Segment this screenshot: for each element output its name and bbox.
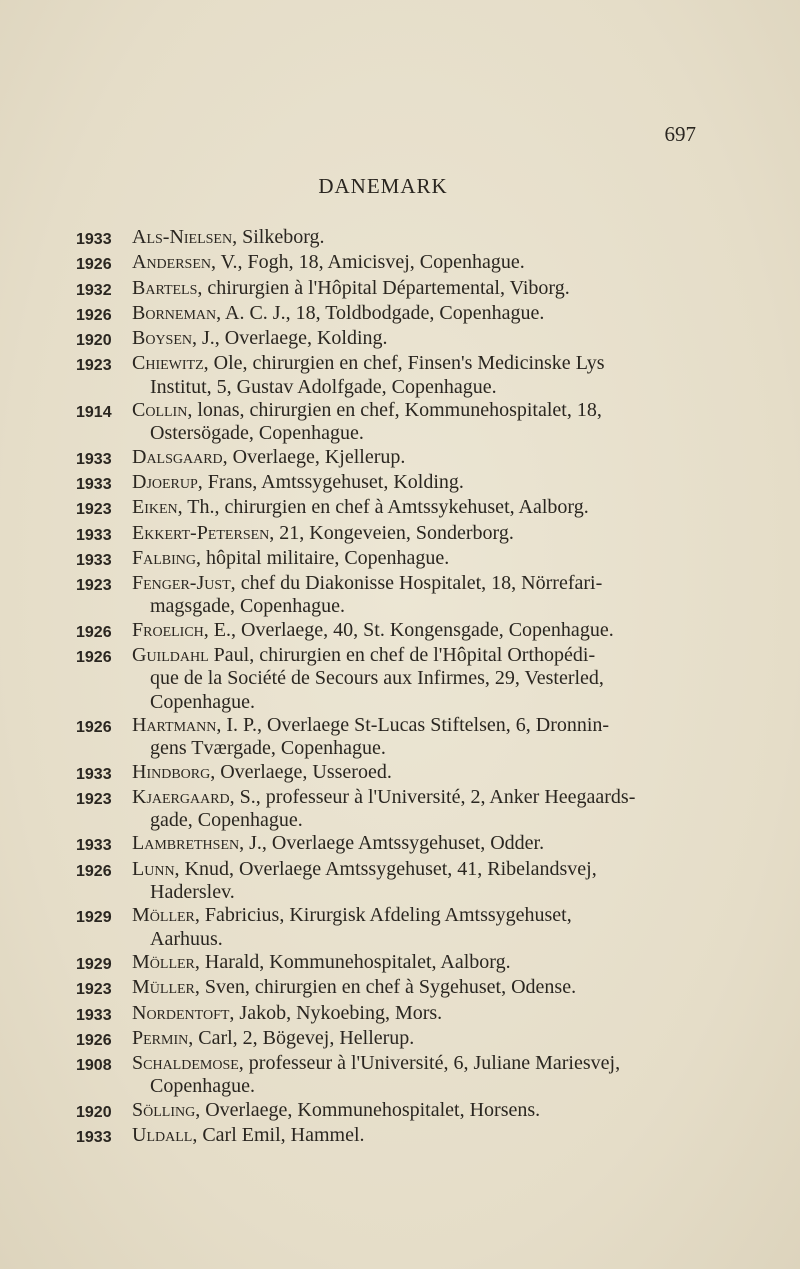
entry-name: Bartels,: [132, 276, 203, 299]
entry-year: 1933: [76, 231, 112, 248]
entry-text: [132, 522, 716, 545]
entry-first-line: [132, 399, 716, 422]
entry-first-line: [132, 522, 716, 545]
entry-detail: Sven, chirurgien en chef à Sygehuset, Odense.: [199, 976, 577, 999]
entry-detail: chef du Diakonisse Hospitalet, 18, Nörrefari-: [235, 572, 603, 595]
entry-detail: Harald, Kommunehospitalet, Aalborg.: [199, 950, 511, 973]
entry-text: [132, 1124, 716, 1147]
entry-detail: gens Tværgade, Copenhague.: [150, 737, 386, 760]
entry-year: 1933: [76, 837, 112, 855]
list-item: [76, 226, 716, 251]
entry-name: Uldall,: [132, 1123, 198, 1146]
list-item: [76, 976, 716, 1001]
entry-year: 1933: [76, 1128, 112, 1146]
entry-detail: A. C. J., 18, Toldbodgade, Copenhague.: [221, 301, 545, 324]
entry-detail: chirurgien à l'Hôpital Départemental, Viborg.: [202, 276, 570, 299]
entry-detail: Knud, Overlaege Amtssygehuset, 41, Ribelandsvej,: [179, 857, 597, 880]
entry-detail: Overlaege, Kommunehospitalet, Horsens.: [200, 1098, 541, 1121]
entry-detail: gade, Copenhague.: [150, 809, 303, 832]
entry-year: 1926: [76, 718, 112, 736]
list-item: [76, 714, 716, 761]
entry-first-line: [132, 786, 716, 809]
entry-text: [132, 976, 716, 999]
entry-detail: S., professeur à l'Université, 2, Anker Heegaards-: [234, 785, 636, 808]
list-item: [76, 277, 716, 302]
entry-detail: Copenhague.: [150, 690, 255, 713]
entry-detail: Fabricius, Kirurgisk Afdeling Amtssygehuset,: [199, 904, 572, 927]
list-item: [76, 761, 716, 786]
list-item: [76, 446, 716, 471]
entry-continuation-line: [132, 1075, 716, 1098]
entry-year: 1926: [76, 623, 112, 641]
entry-year: 1933: [76, 450, 112, 468]
entry-detail: Haderslev.: [150, 881, 235, 904]
entry-detail: que de la Société de Secours aux Infirmes, 29, Vesterled,: [150, 667, 604, 690]
entry-detail: professeur à l'Université, 6, Juliane Mariesvej,: [243, 1052, 621, 1075]
entry-year: 1923: [76, 357, 112, 375]
entry-first-line: [132, 251, 716, 274]
entry-year: 1933: [76, 551, 112, 569]
entry-detail: V., Fogh, 18, Amicisvej, Copenhague.: [216, 251, 525, 274]
entry-year: 1914: [76, 404, 112, 422]
entry-year: 1923: [76, 981, 112, 999]
entry-text: [132, 1099, 716, 1122]
entry-name: Boysen,: [132, 327, 198, 350]
entry-text: [132, 644, 716, 714]
entry-first-line: [132, 572, 716, 595]
entry-name: Sölling,: [132, 1098, 201, 1121]
list-item: [76, 302, 716, 327]
entry-continuation-line: [132, 422, 716, 445]
entry-name: Eiken,: [132, 496, 183, 519]
entry-first-line: [132, 1099, 716, 1122]
entry-first-line: [132, 619, 716, 642]
entry-name: Schaldemose,: [132, 1052, 244, 1075]
entry-detail: Silkeborg.: [237, 226, 325, 248]
entry-name: Möller,: [132, 904, 200, 927]
entry-name: Hartmann,: [132, 713, 222, 736]
entry-first-line: [132, 302, 716, 325]
list-item: [76, 1002, 716, 1027]
entry-detail: hôpital militaire, Copenhague.: [201, 546, 450, 569]
entry-first-line: [132, 547, 716, 570]
list-item: [76, 832, 716, 857]
entry-year: 1926: [76, 862, 112, 880]
entry-first-line: [132, 352, 716, 375]
entry-name: Collin,: [132, 399, 193, 422]
list-item: [76, 1099, 716, 1124]
entry-first-line: [132, 761, 716, 784]
entry-continuation-line: [132, 928, 716, 951]
entry-name: Möller,: [132, 950, 200, 973]
entry-text: [132, 572, 716, 619]
entry-name: Falbing,: [132, 546, 202, 569]
entry-name: Ekkert-Petersen,: [132, 521, 275, 544]
entry-year: 1926: [76, 306, 112, 324]
list-item: [76, 572, 716, 619]
list-item: [76, 496, 716, 521]
list-item: [76, 1052, 716, 1099]
entry-first-line: [132, 327, 716, 350]
entry-year: 1923: [76, 790, 112, 808]
entry-text: [132, 226, 716, 249]
entry-detail: Frans, Amtssygehuset, Kolding.: [202, 470, 464, 493]
entry-first-line: [132, 277, 716, 300]
entry-text: [132, 714, 716, 761]
page-number: 697: [664, 122, 696, 146]
entry-first-line: [132, 904, 716, 927]
entry-name: Als-Nielsen,: [132, 226, 238, 248]
entry-detail: J., Overlaege Amtssygehuset, Odder.: [244, 832, 545, 855]
entry-first-line: [132, 1124, 716, 1147]
entry-first-line: [132, 714, 716, 737]
entry-year: 1923: [76, 577, 112, 595]
entry-name: Djoerup,: [132, 470, 203, 493]
entry-first-line: [132, 858, 716, 881]
entry-detail: Ole, chirurgien en chef, Finsen's Medicinske Lys: [208, 352, 605, 375]
entry-name: Permin,: [132, 1026, 194, 1049]
entry-first-line: [132, 832, 716, 855]
entry-year: 1920: [76, 1103, 112, 1121]
entry-text: [132, 1027, 716, 1050]
entry-year: 1920: [76, 332, 112, 350]
entry-text: [132, 904, 716, 951]
entry-year: 1908: [76, 1057, 112, 1075]
entry-text: [132, 786, 716, 833]
entry-year: 1929: [76, 955, 112, 973]
entry-continuation-line: [132, 737, 716, 760]
entry-text: [132, 399, 716, 446]
entry-text: [132, 352, 716, 399]
list-item: [76, 1124, 716, 1149]
section-heading: DANEMARK: [318, 174, 448, 198]
entry-text: [132, 471, 716, 494]
entry-text: [132, 327, 716, 350]
entry-detail: magsgade, Copenhague.: [150, 595, 345, 618]
entry-detail: 21, Kongeveien, Sonderborg.: [274, 521, 514, 544]
entry-year: 1933: [76, 475, 112, 493]
list-item: [76, 786, 716, 833]
list-item: [76, 471, 716, 496]
entry-year: 1933: [76, 765, 112, 783]
entry-text: [132, 1052, 716, 1099]
entry-continuation-line: [132, 376, 716, 399]
entry-name: Kjaergaard,: [132, 785, 235, 808]
entry-detail: Carl, 2, Bögevej, Hellerup.: [193, 1026, 415, 1049]
entry-year: 1926: [76, 256, 112, 274]
entry-detail: E., Overlaege, 40, St. Kongensgade, Copenhague.: [208, 618, 614, 641]
entry-name: Hindborg,: [132, 760, 216, 783]
entry-year: 1933: [76, 526, 112, 544]
entry-continuation-line: [132, 595, 716, 618]
entry-first-line: [132, 644, 716, 667]
entry-text: [132, 547, 716, 570]
entry-name: Chiewitz,: [132, 352, 209, 375]
entry-first-line: [132, 471, 716, 494]
entry-text: [132, 1002, 716, 1025]
entry-first-line: [132, 976, 716, 999]
member-list: [76, 226, 716, 1149]
entry-name: Nordentoft,: [132, 1001, 235, 1024]
entry-name: Lunn,: [132, 857, 180, 880]
entry-detail: Copenhague.: [150, 1075, 255, 1098]
entry-year: 1932: [76, 281, 112, 299]
entry-detail: Aarhuus.: [150, 927, 223, 950]
entry-text: [132, 251, 716, 274]
entry-year: 1933: [76, 1006, 112, 1024]
entry-continuation-line: [132, 881, 716, 904]
list-item: [76, 904, 716, 951]
list-item: [76, 522, 716, 547]
entry-year: 1929: [76, 909, 112, 927]
entry-detail: Overlaege, Usseroed.: [215, 760, 392, 783]
list-item: [76, 327, 716, 352]
list-item: [76, 1027, 716, 1052]
entry-first-line: [132, 1052, 716, 1075]
list-item: [76, 547, 716, 572]
entry-name: Lambrethsen,: [132, 832, 245, 855]
entry-year: 1923: [76, 501, 112, 519]
entry-text: [132, 302, 716, 325]
entry-detail: Carl Emil, Hammel.: [197, 1123, 365, 1146]
entry-detail: Overlaege, Kjellerup.: [227, 445, 406, 468]
entry-detail: Paul, chirurgien en chef de l'Hôpital Orthopédi-: [208, 644, 596, 667]
entry-year: 1926: [76, 649, 112, 667]
entry-first-line: [132, 1027, 716, 1050]
entry-detail: I. P., Overlaege St-Lucas Stiftelsen, 6, Dronnin-: [221, 713, 610, 736]
entry-text: [132, 446, 716, 469]
entry-first-line: [132, 496, 716, 519]
entry-text: [132, 619, 716, 642]
entry-text: [132, 858, 716, 905]
entry-continuation-line: [132, 809, 716, 832]
entry-text: [132, 951, 716, 974]
entry-detail: Ostersögade, Copenhague.: [150, 422, 364, 445]
entry-text: [132, 761, 716, 784]
entry-year: 1926: [76, 1031, 112, 1049]
entry-first-line: [132, 226, 716, 249]
entry-first-line: [132, 446, 716, 469]
list-item: [76, 644, 716, 714]
list-item: [76, 352, 716, 399]
entry-detail: Jakob, Nykoebing, Mors.: [234, 1001, 443, 1024]
entry-detail: Institut, 5, Gustav Adolfgade, Copenhague.: [150, 375, 497, 398]
entry-name: Müller,: [132, 976, 200, 999]
entry-detail: lonas, chirurgien en chef, Kommunehospitalet, 18,: [192, 399, 602, 422]
entry-name: Dalsgaard,: [132, 445, 228, 468]
entry-text: [132, 496, 716, 519]
entry-name: Andersen,: [132, 251, 217, 274]
entry-detail: J., Overlaege, Kolding.: [197, 327, 388, 350]
list-item: [76, 858, 716, 905]
entry-continuation-line: [132, 691, 716, 714]
entry-detail: Th., chirurgien en chef à Amtssykehuset, Aalborg.: [182, 496, 589, 519]
entry-continuation-line: [132, 667, 716, 690]
entry-text: [132, 277, 716, 300]
list-item: [76, 951, 716, 976]
entry-name: Borneman,: [132, 301, 222, 324]
list-item: [76, 619, 716, 644]
entry-first-line: [132, 951, 716, 974]
entry-text: [132, 832, 716, 855]
entry-first-line: [132, 1002, 716, 1025]
entry-name: Guildahl: [132, 644, 209, 667]
entry-name: Fenger-Just,: [132, 572, 236, 595]
entry-name: Froelich,: [132, 618, 209, 641]
list-item: [76, 399, 716, 446]
list-item: [76, 251, 716, 276]
